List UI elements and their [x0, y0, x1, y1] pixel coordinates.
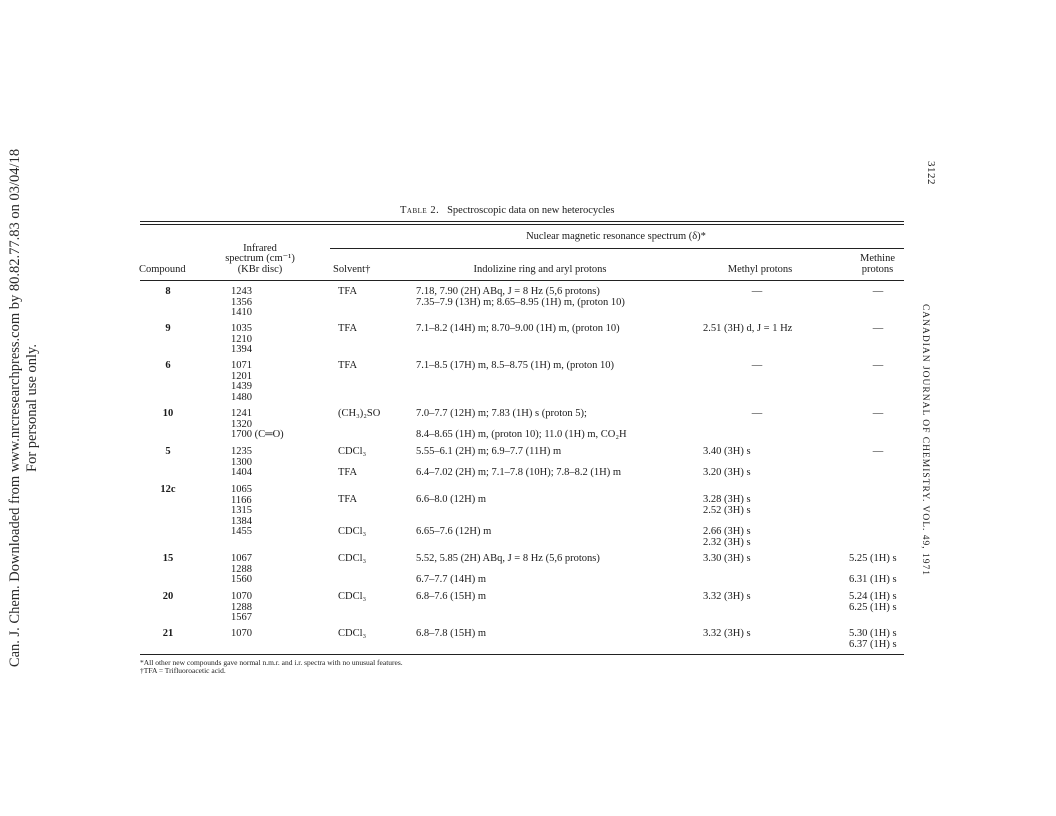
indolizine-protons: 6.8–7.6 (15H) m — [416, 591, 486, 602]
indolizine-protons: 7.35–7.9 (13H) m; 8.65–8.95 (1H) m, (proton 10) — [416, 296, 625, 308]
header-bottom-rule — [140, 280, 904, 281]
methine-protons: 6.25 (1H) s — [849, 601, 897, 613]
compound-id: 21 — [162, 628, 174, 639]
indolizine-protons: 7.18, 7.90 (2H) ABq, J = 8 Hz (5,6 protons) — [416, 286, 600, 297]
watermark-line-2: For personal use only. — [24, 344, 40, 472]
ir-band: 1166 — [231, 494, 252, 506]
ir-band: 1700 (C═O) — [231, 429, 284, 441]
methyl-protons: 3.28 (3H) s — [703, 494, 751, 505]
ir-band: 1070 — [231, 628, 252, 639]
ir-band: 1384 — [231, 515, 252, 527]
methine-protons-dash: — — [872, 360, 884, 371]
ir-band: 1439 — [231, 381, 252, 393]
table-label: Table 2. — [400, 205, 440, 216]
solvent: TFA — [338, 323, 358, 334]
ir-band: 1241 — [231, 408, 252, 419]
ir-band: 1288 — [231, 601, 252, 613]
methine-protons: 5.24 (1H) s — [849, 591, 897, 602]
compound-id: 6 — [165, 360, 171, 371]
solvent: TFA — [338, 494, 358, 505]
ir-band: 1067 — [231, 553, 252, 564]
indolizine-protons: 6.4–7.02 (2H) m; 7.1–7.8 (10H); 7.8–8.2 (1H) m — [416, 467, 622, 478]
methyl-protons-dash: — — [751, 286, 763, 297]
ir-band: 1071 — [231, 360, 252, 371]
methyl-protons-dash: — — [751, 408, 763, 419]
col-header-solvent: Solvent† — [333, 264, 371, 275]
methyl-protons: 2.32 (3H) s — [703, 536, 751, 548]
solvent: CDCl₃ — [338, 628, 367, 639]
ir-band: 1455 — [231, 526, 252, 538]
methine-protons: 6.37 (1H) s — [849, 638, 897, 650]
methyl-protons-dash: — — [751, 360, 763, 371]
methyl-protons: 3.20 (3H) s — [703, 467, 751, 478]
solvent: CDCl₃ — [338, 553, 367, 564]
table-title: Spectroscopic data on new heterocycles — [447, 205, 615, 216]
methine-protons-dash: — — [872, 286, 884, 297]
ir-band: 1070 — [231, 591, 252, 602]
indolizine-protons: 7.1–8.2 (14H) m; 8.70–9.00 (1H) m, (proton 10) — [416, 323, 620, 334]
methyl-protons: 3.40 (3H) s — [703, 446, 751, 457]
indolizine-protons: 6.7–7.7 (14H) m — [416, 574, 486, 585]
col-header-indolizine: Indolizine ring and aryl protons — [473, 264, 607, 275]
indolizine-protons: 6.65–7.6 (12H) m — [416, 526, 492, 537]
journal-running-head: CANADIAN JOURNAL OF CHEMISTRY. VOL. 49, 1971 — [920, 303, 930, 577]
solvent: CDCl₃ — [338, 446, 367, 457]
compound-id: 20 — [162, 591, 174, 602]
methyl-protons: 3.32 (3H) s — [703, 591, 751, 602]
solvent: TFA — [338, 467, 358, 478]
methine-protons-dash: — — [872, 446, 884, 457]
ir-band: 1315 — [231, 505, 252, 517]
watermark-line-1: Can. J. Chem. Downloaded from www.nrcresearchpress.com by 80.82.77.83 on 03/04/18 — [7, 148, 23, 668]
methyl-protons: 2.66 (3H) s — [703, 526, 751, 537]
col-header-ir-2: spectrum (cm⁻¹) — [225, 253, 295, 264]
ir-band: 1235 — [231, 446, 252, 457]
solvent: TFA — [338, 360, 358, 371]
indolizine-protons: 5.55–6.1 (2H) m; 6.9–7.7 (11H) m — [416, 446, 562, 457]
compound-id: 5 — [165, 446, 171, 457]
page-number: 3122 — [925, 161, 937, 185]
ir-band: 1288 — [231, 563, 252, 575]
bottom-rule — [140, 654, 904, 655]
ir-band: 1201 — [231, 370, 252, 382]
table-caption — [400, 205, 614, 216]
ir-band: 1404 — [231, 467, 252, 479]
download-watermark — [7, 149, 41, 667]
indolizine-protons: 5.52, 5.85 (2H) ABq, J = 8 Hz (5,6 protons) — [416, 553, 600, 564]
methine-protons: 5.25 (1H) s — [849, 553, 897, 564]
nmr-group-header: Nuclear magnetic resonance spectrum (δ)* — [526, 231, 706, 242]
ir-band: 1320 — [231, 418, 252, 430]
methyl-protons: 2.51 (3H) d, J = 1 Hz — [703, 323, 793, 334]
methine-protons: 6.31 (1H) s — [849, 574, 897, 585]
ir-band: 1567 — [231, 612, 252, 624]
ir-band: 1410 — [231, 307, 252, 319]
solvent: TFA — [338, 286, 358, 297]
ir-band: 1480 — [231, 391, 252, 403]
indolizine-protons: 7.0–7.7 (12H) m; 7.83 (1H) s (proton 5); — [416, 408, 587, 419]
compound-id: 9 — [165, 323, 171, 334]
compound-id: 15 — [162, 553, 174, 564]
ir-band: 1035 — [231, 323, 252, 334]
methine-protons-dash: — — [872, 408, 884, 419]
top-rule-1 — [140, 221, 904, 222]
methine-protons: 5.30 (1H) s — [849, 628, 897, 639]
ir-band: 1560 — [231, 574, 252, 586]
compound-id: 8 — [165, 286, 171, 297]
methine-protons-dash: — — [872, 323, 884, 334]
col-header-methyl: Methyl protons — [727, 264, 793, 275]
footnote-1: *All other new compounds gave normal n.m.r. and i.r. spectra with no unusual features. — [140, 658, 403, 667]
col-header-ir-3: (KBr disc) — [237, 264, 283, 275]
ir-band: 1065 — [231, 484, 252, 495]
solvent: CDCl₃ — [338, 526, 367, 537]
ir-band: 1243 — [231, 286, 252, 297]
solvent: (CH₃)₂SO — [338, 408, 381, 419]
solvent: CDCl₃ — [338, 591, 367, 602]
ir-band: 1210 — [231, 333, 252, 345]
top-rule-2 — [140, 224, 904, 225]
compound-id: 10 — [162, 408, 174, 419]
footnote-2: †TFA = Trifluoroacetic acid. — [140, 666, 226, 675]
ir-band: 1394 — [231, 344, 252, 356]
indolizine-protons: 6.6–8.0 (12H) m — [416, 494, 486, 505]
methyl-protons: 3.30 (3H) s — [703, 553, 751, 564]
compound-id: 12c — [160, 484, 176, 495]
indolizine-protons: 6.8–7.8 (15H) m — [416, 628, 486, 639]
col-header-methine-2: protons — [861, 264, 894, 275]
methyl-protons: 3.32 (3H) s — [703, 628, 751, 639]
nmr-group-rule — [330, 248, 904, 249]
col-header-methine-1: Methine — [860, 253, 895, 264]
methyl-protons: 2.52 (3H) s — [703, 504, 751, 516]
col-header-ir-1: Infrared — [243, 243, 277, 254]
ir-band: 1300 — [231, 456, 252, 468]
col-header-compound: Compound — [139, 264, 186, 275]
indolizine-protons: 8.4–8.65 (1H) m, (proton 10); 11.0 (1H) m, CO₂H — [416, 429, 627, 440]
indolizine-protons: 7.1–8.5 (17H) m, 8.5–8.75 (1H) m, (proton 10) — [416, 360, 615, 371]
ir-band: 1356 — [231, 296, 252, 308]
